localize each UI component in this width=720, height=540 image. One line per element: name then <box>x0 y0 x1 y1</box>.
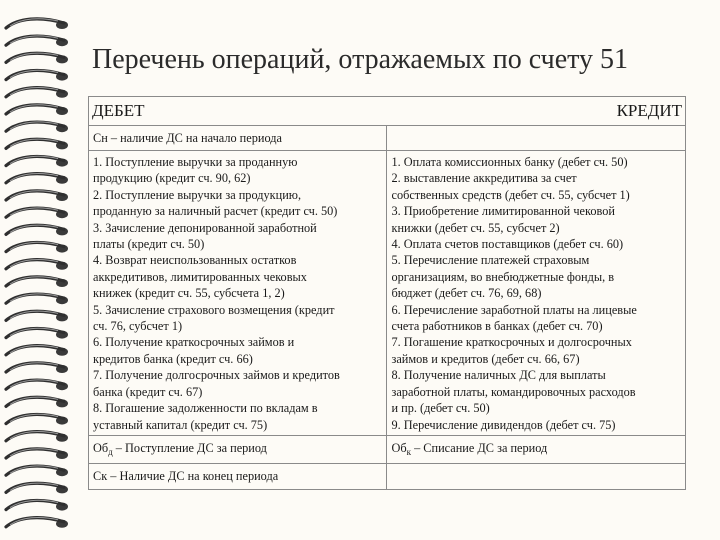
spiral-coil-icon <box>6 225 68 235</box>
debit-turnover-text: – Поступление ДС за период <box>112 440 267 455</box>
credit-line: 1. Оплата комиссионных банку (дебет сч. 50) <box>391 155 628 169</box>
credit-line: 8. Получение наличных ДС для выплаты <box>391 368 606 383</box>
spiral-coil-icon <box>6 53 68 63</box>
spiral-coil-icon <box>6 156 68 166</box>
opening-balance-cell: Сн – наличие ДС на начало периода <box>89 126 387 151</box>
spiral-coil-icon <box>6 19 68 29</box>
closing-balance-empty-cell <box>387 464 686 490</box>
debit-line: 3. Зачисление депонированной заработной <box>93 220 317 235</box>
credit-turnover-prefix: Об <box>391 440 407 455</box>
debit-line: платы (кредит сч. 50) <box>93 237 205 252</box>
spiral-coil-icon <box>6 277 68 287</box>
debit-turnover-cell <box>89 435 387 463</box>
spiral-coil-icon <box>6 363 68 373</box>
spiral-coil-icon <box>6 105 68 115</box>
debit-line: 2. Поступление выручки за продукцию, <box>93 187 302 202</box>
operations-row <box>89 151 686 436</box>
debit-line: проданную за наличный расчет (кредит сч. 50) <box>93 204 338 219</box>
spiral-coil-icon <box>6 432 68 442</box>
spiral-coil-icon <box>6 294 68 304</box>
spiral-coil-icon <box>6 242 68 252</box>
spiral-coil-icon <box>6 466 68 476</box>
opening-balance-empty-cell <box>387 126 686 151</box>
spiral-coil-icon <box>6 380 68 390</box>
spiral-coil-icon <box>6 346 68 356</box>
credit-line: 3. Приобретение лимитированной чековой <box>391 204 615 219</box>
slide-title: Перечень операций, отражаемых по счету 51 <box>92 44 629 75</box>
account-51-table <box>88 96 686 490</box>
debit-line: 5. Зачисление страхового возмещения (кредит <box>93 302 335 317</box>
spiral-coil-icon <box>6 311 68 321</box>
credit-header: КРЕДИТ <box>616 101 682 120</box>
opening-balance-row <box>89 126 686 151</box>
spiral-coil-icon <box>6 191 68 201</box>
debit-header: ДЕБЕТ <box>92 101 145 120</box>
credit-line: 9. Перечисление дивидендов (дебет сч. 75) <box>391 417 616 432</box>
spiral-coil-icon <box>6 122 68 132</box>
spiral-coil-icon <box>6 70 68 80</box>
header-row <box>89 97 686 126</box>
spiral-coil-icon <box>6 414 68 424</box>
spiral-coil-icon <box>6 139 68 149</box>
debit-line: аккредитивов, лимитированных чековых <box>93 269 307 284</box>
turnover-row <box>89 435 686 463</box>
debit-line: книжек (кредит сч. 55, субсчета 1, 2) <box>93 286 285 301</box>
debit-line: 7. Получение долгосрочных займов и кредитов <box>93 368 340 383</box>
spiral-coil-icon <box>6 174 68 184</box>
debit-line: уставный капитал (кредит сч. 75) <box>93 417 268 432</box>
spiral-coil-icon <box>6 483 68 493</box>
debit-line: 8. Погашение задолженности по вкладам в <box>93 401 318 416</box>
spiral-coil-icon <box>6 397 68 407</box>
credit-line: организациям, во внебюджетные фонды, в <box>391 269 615 284</box>
spiral-coil-icon <box>6 449 68 459</box>
debit-line: 6. Получение краткосрочных займов и <box>93 335 295 350</box>
credit-line: счета работников в банках (дебет сч. 70) <box>391 319 603 334</box>
debit-line: сч. 76, субсчет 1) <box>93 319 183 334</box>
credit-line: 4. Оплата счетов поставщиков (дебет сч. 60) <box>391 237 624 252</box>
debit-turnover-subscript: д <box>108 446 113 457</box>
spiral-coil-icon <box>6 36 68 46</box>
credit-turnover-text: – Списание ДС за период <box>411 440 548 455</box>
debit-line: продукцию (кредит сч. 90, 62) <box>93 171 251 186</box>
credit-turnover-cell <box>387 435 686 463</box>
debit-operations-cell <box>89 151 387 436</box>
closing-balance-cell: Ск – Наличие ДС на конец периода <box>89 464 387 490</box>
header-cell <box>89 97 686 126</box>
spiral-coil-icon <box>6 518 68 528</box>
spiral-coil-icon <box>6 328 68 338</box>
credit-line: 6. Перечисление заработной платы на лицевые <box>391 302 637 317</box>
credit-line: собственных средств (дебет сч. 55, субсчет 1) <box>391 187 630 202</box>
spiral-coil-icon <box>6 88 68 98</box>
credit-operations-cell <box>387 151 686 436</box>
debit-line: 4. Возврат неиспользованных остатков <box>93 253 297 268</box>
credit-line: и пр. (дебет сч. 50) <box>391 401 490 416</box>
credit-line: займов и кредитов (дебет сч. 66, 67) <box>391 351 580 366</box>
credit-line: 7. Погашение краткосрочных и долгосрочных <box>391 335 632 350</box>
debit-line: банка (кредит сч. 67) <box>93 384 203 399</box>
credit-line: заработной платы, командировочных расходов <box>391 384 636 399</box>
debit-line: 1. Поступление выручки за проданную <box>93 155 298 169</box>
credit-line: 2. выставление аккредитива за счет <box>391 171 577 186</box>
spiral-binding <box>0 0 86 540</box>
credit-line: 5. Перечисление платежей страховым <box>391 253 590 268</box>
credit-turnover-subscript: к <box>406 446 411 457</box>
spiral-coil-icon <box>6 260 68 270</box>
debit-turnover-prefix: Об <box>93 440 109 455</box>
closing-balance-row <box>89 464 686 490</box>
debit-line: кредитов банка (кредит сч. 66) <box>93 351 253 366</box>
credit-line: книжки (дебет сч. 55, субсчет 2) <box>391 220 560 235</box>
spiral-coil-icon <box>6 208 68 218</box>
credit-line: бюджет (дебет сч. 76, 69, 68) <box>391 286 542 301</box>
spiral-coil-icon <box>6 500 68 510</box>
